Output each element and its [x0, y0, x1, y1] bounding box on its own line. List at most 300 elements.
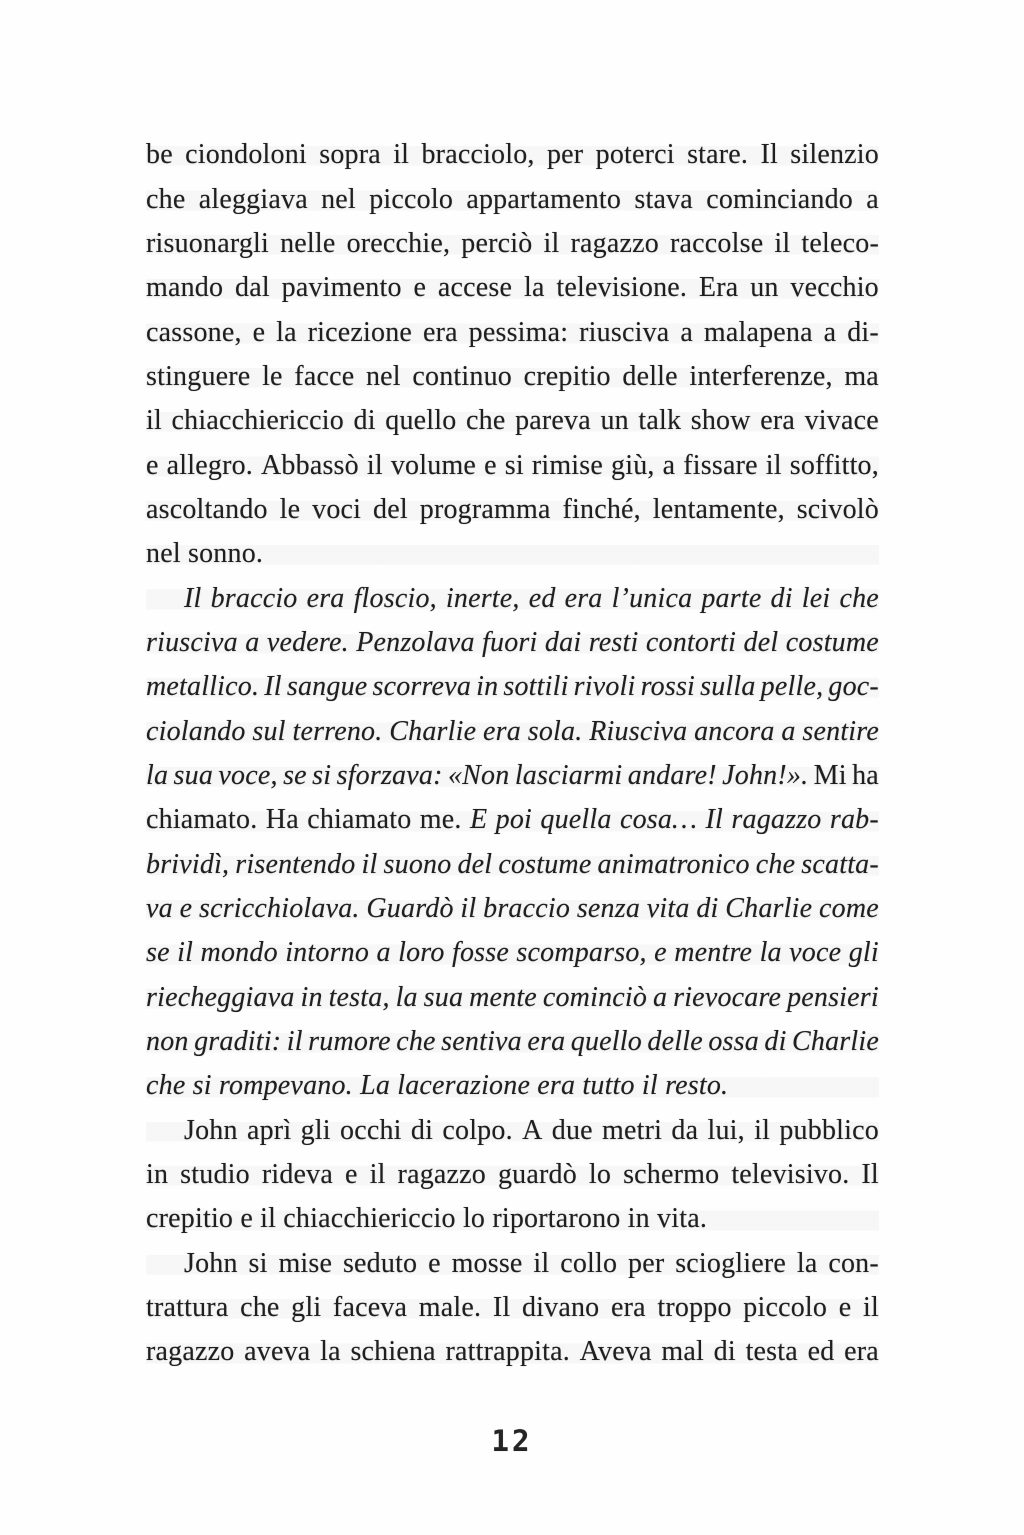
text-word: scomparso, — [516, 937, 647, 969]
text-word: la — [759, 937, 782, 969]
text-word: studio — [180, 1159, 250, 1191]
text-word: volume — [390, 449, 477, 481]
text-word: era — [564, 582, 603, 614]
text-word: interferenze, — [689, 360, 833, 392]
text-word: era — [760, 405, 796, 437]
text-word: divano — [521, 1292, 600, 1324]
text-word: fissare — [683, 449, 758, 481]
text-line — [146, 399, 879, 443]
text-word: il — [366, 449, 383, 481]
text-word: rivoli — [573, 671, 636, 703]
text-word: lo — [588, 1159, 612, 1191]
text-word: in — [146, 1159, 169, 1191]
text-word: ragazzo — [397, 1159, 486, 1191]
text-word: facce — [294, 360, 355, 392]
text-word: rattrappita. — [445, 1336, 570, 1368]
text-word: lentamente, — [652, 493, 785, 525]
text-word: metallico. — [146, 671, 260, 703]
text-word: un — [750, 272, 779, 304]
text-word: che — [396, 1026, 436, 1058]
text-word: ciolando — [146, 715, 246, 747]
text-word: a — [245, 626, 260, 658]
text-word: la — [146, 759, 169, 791]
text-word: Abbassò — [261, 449, 359, 481]
text-word: loro — [398, 937, 445, 969]
text-word: delle — [647, 1026, 703, 1058]
text-word: inerte, — [445, 582, 520, 614]
text-word: ascoltando — [146, 493, 268, 525]
text-word: se — [146, 937, 170, 969]
text-word: era — [483, 715, 521, 747]
text-word: Il — [184, 582, 202, 614]
text-word: collo — [560, 1247, 618, 1279]
text-word: a — [823, 316, 837, 348]
text-word: Aveva — [579, 1336, 652, 1368]
text-word: floscio, — [353, 582, 437, 614]
text-word: si — [312, 759, 332, 791]
text-word: sciogliere — [675, 1247, 787, 1279]
text-word: che — [755, 848, 796, 880]
text-word: Il — [861, 1159, 879, 1191]
text-line — [146, 798, 879, 842]
text-word: due — [551, 1114, 593, 1146]
text-word: quello — [570, 1026, 642, 1058]
text-line — [146, 621, 879, 665]
text-line — [146, 1153, 879, 1197]
text-word: accese — [437, 272, 513, 304]
text-word: Charlie — [725, 893, 813, 925]
text-word: il — [177, 937, 194, 969]
text-word: giù, — [611, 449, 655, 481]
text-word: ciondoloni — [185, 139, 307, 171]
text-line — [146, 1330, 879, 1374]
text-word: la — [523, 272, 545, 304]
text-word: mondo — [200, 937, 278, 969]
text-word: cassone, — [146, 316, 242, 348]
text-word: ragazzo — [146, 1336, 235, 1368]
text-word: il — [543, 227, 560, 259]
text-word: come — [819, 893, 879, 925]
text-word: la — [276, 316, 297, 348]
text-word: costume — [785, 626, 879, 658]
text-word: il — [533, 1247, 550, 1279]
text-word: rumore — [308, 1026, 391, 1058]
text-word: delle — [622, 360, 678, 392]
text-word: mosse — [451, 1247, 523, 1279]
text-word: crepitio — [523, 360, 611, 392]
text-word: risentendo — [235, 848, 356, 880]
text-word: e — [179, 893, 193, 925]
text-word: pubblico — [779, 1114, 879, 1146]
text-word: braccio — [210, 582, 298, 614]
text-word: per — [546, 139, 584, 171]
text-word: sforzava: — [336, 759, 443, 791]
text-word: la — [395, 981, 418, 1013]
text-line — [146, 266, 879, 310]
text-line — [146, 576, 879, 620]
text-word: per — [628, 1247, 665, 1279]
text-word: del — [373, 493, 408, 525]
text-word: ragazzo — [570, 227, 659, 259]
text-word: teleco- — [801, 227, 879, 259]
text-word: e — [252, 316, 266, 348]
text-word: la — [796, 1247, 818, 1279]
text-word: fuori — [482, 626, 538, 658]
text-word: pensieri — [787, 981, 879, 1013]
text-word: terreno. — [292, 715, 383, 747]
text-word: aveva — [244, 1336, 311, 1368]
text-word: perciò — [461, 227, 533, 259]
text-word: mando — [146, 272, 224, 304]
text-word: cosa… — [619, 804, 698, 836]
text-word: mente — [469, 981, 537, 1013]
text-word: goc- — [828, 671, 879, 703]
text-word: John!». — [722, 759, 809, 791]
text-word: trattura — [146, 1292, 229, 1324]
text-word: graditi: — [194, 1026, 282, 1058]
text-word: quella — [540, 804, 612, 836]
text-word: testa — [745, 1336, 798, 1368]
text-word: a — [376, 937, 391, 969]
text-word: sola. — [527, 715, 583, 747]
text-word: le — [262, 360, 283, 392]
text-word: gli — [291, 1292, 322, 1324]
text-word: «Non — [447, 759, 510, 791]
text-word: appartamento — [466, 183, 622, 215]
text-line — [146, 887, 879, 931]
text-word: rimise — [531, 449, 603, 481]
text-word: ed — [807, 1336, 835, 1368]
text-word: Charlie — [792, 1026, 879, 1058]
text-word: voci — [312, 493, 362, 525]
text-word: televisione. — [556, 272, 688, 304]
text-word: allegro. — [166, 449, 253, 481]
text-word: sopra — [319, 139, 381, 171]
text-word: sentire — [802, 715, 879, 747]
text-word: il — [754, 1114, 771, 1146]
text-word: da — [671, 1114, 699, 1146]
text-word: occhi — [340, 1114, 402, 1146]
text-word: era — [306, 582, 345, 614]
text-word: il — [146, 405, 162, 437]
text-word: il — [765, 449, 782, 481]
text-word: a — [662, 449, 676, 481]
text-word: dal — [235, 272, 270, 304]
text-word: sua — [423, 981, 464, 1013]
text-word: si — [504, 449, 524, 481]
text-line — [146, 177, 879, 221]
text-line — [146, 1064, 879, 1108]
text-word: lasciarmi — [514, 759, 623, 791]
text-word: fosse — [451, 937, 509, 969]
text-word: e — [413, 272, 427, 304]
text-word: rievocare — [673, 981, 782, 1013]
text-word: Era — [698, 272, 739, 304]
text-word: stare. — [687, 139, 749, 171]
text-word: rideva — [261, 1159, 333, 1191]
text-word: schiena — [350, 1336, 436, 1368]
text-word: vita — [646, 893, 690, 925]
text-word: scorreva — [372, 671, 472, 703]
text-word: l’unica — [611, 582, 693, 614]
text-word: Charlie — [389, 715, 477, 747]
text-word: quello — [385, 405, 457, 437]
text-word: rossi — [640, 671, 696, 703]
text-word: sentiva — [441, 1026, 522, 1058]
text-word: faceva — [332, 1292, 408, 1324]
text-word: a — [653, 981, 668, 1013]
text-word: resti — [588, 626, 639, 658]
text-word: sangue — [286, 671, 368, 703]
text-word: lui, — [707, 1114, 745, 1146]
text-word: soffitto, — [789, 449, 879, 481]
text-word: di — [353, 405, 376, 437]
text-word: gli — [848, 937, 879, 969]
text-line — [146, 1109, 879, 1153]
text-line — [146, 1197, 879, 1241]
text-word: testa, — [328, 981, 390, 1013]
text-word: Il — [264, 671, 282, 703]
text-word: piccolo — [743, 1292, 828, 1324]
text-word: parte — [701, 582, 762, 614]
text-word: di — [713, 1336, 736, 1368]
text-word: metri — [602, 1114, 663, 1146]
text-word: scivolò — [796, 493, 879, 525]
text-word: me. — [419, 804, 462, 836]
text-word: pelle, — [760, 671, 824, 703]
text-word: riusciva — [579, 316, 670, 348]
text-word: stava — [634, 183, 693, 215]
text-word: seduto — [342, 1247, 418, 1279]
text-word: bracciolo, — [421, 139, 535, 171]
text-word: gli — [300, 1114, 331, 1146]
text-word: mal — [661, 1336, 704, 1368]
text-word: il — [369, 1159, 386, 1191]
text-word: mise — [278, 1247, 333, 1279]
text-word: le — [279, 493, 301, 525]
text-word: voce, — [218, 759, 278, 791]
text-word: continuo — [412, 360, 512, 392]
text-word: Guardò — [366, 893, 454, 925]
text-word: il — [862, 1292, 879, 1324]
text-word: vecchio — [790, 272, 879, 304]
text-word: cominciò — [542, 981, 648, 1013]
text-word: se — [283, 759, 307, 791]
text-word: Mi — [813, 759, 847, 791]
text-word: il — [286, 1026, 303, 1058]
text-word: intorno — [285, 937, 370, 969]
text-word: il — [393, 139, 410, 171]
text-word: il — [460, 893, 477, 925]
text-line — [146, 133, 879, 177]
text-word: vedere. — [266, 626, 349, 658]
text-line — [146, 310, 879, 354]
text-word: un — [600, 405, 629, 437]
text-line — [146, 665, 879, 709]
text-word: cominciando — [706, 183, 854, 215]
text-word: che — [839, 582, 879, 614]
text-word: silenzio — [790, 139, 879, 171]
text-word: voce — [789, 937, 842, 969]
text-word: era — [610, 1292, 646, 1324]
text-word: in — [476, 671, 499, 703]
text-word: stinguere — [146, 360, 251, 392]
text-word: pavimento — [281, 272, 402, 304]
text-word: del — [457, 848, 493, 880]
text-word: vivace — [804, 405, 879, 437]
text-word: di — [764, 1026, 787, 1058]
text-word: ed — [528, 582, 556, 614]
text-word: e — [484, 449, 497, 481]
text-word: John — [184, 1114, 238, 1146]
text-word: finché, — [562, 493, 641, 525]
text-word: non — [146, 1026, 189, 1058]
text-word: andare! — [627, 759, 717, 791]
text-word: chiamato. — [146, 804, 258, 836]
text-word: Il — [760, 139, 778, 171]
text-word: talk — [638, 405, 682, 437]
text-word: brividì, — [146, 848, 230, 880]
text-word: aleggiava — [198, 183, 308, 215]
text-line — [146, 1286, 879, 1330]
text-word: poterci — [595, 139, 675, 171]
text-line — [146, 754, 879, 798]
text-word: risuonargli — [146, 227, 270, 259]
text-word: con- — [828, 1247, 879, 1279]
text-segment: nel sonno. — [146, 538, 264, 570]
text-word: e — [654, 937, 667, 969]
text-word: orecchie, — [346, 227, 451, 259]
text-line — [146, 443, 879, 487]
text-word: del — [743, 626, 779, 658]
text-word: sottili — [503, 671, 569, 703]
text-word: costume — [498, 848, 592, 880]
text-word: ma — [844, 360, 879, 392]
text-word: raccolse — [670, 227, 764, 259]
page-number: 12 — [491, 1424, 533, 1458]
text-word: che — [240, 1292, 280, 1324]
text-line — [146, 709, 879, 753]
text-word: show — [690, 405, 751, 437]
text-word: nel — [365, 360, 401, 392]
text-word: animatronico — [597, 848, 750, 880]
text-word: sul — [252, 715, 286, 747]
text-line — [146, 532, 879, 576]
text-word: che — [146, 183, 186, 215]
text-word: colpo. — [442, 1114, 513, 1146]
text-word: Il — [705, 804, 724, 836]
text-word: A — [522, 1114, 543, 1146]
text-line — [146, 488, 879, 532]
text-word: ricezione — [307, 316, 413, 348]
text-word: pessima: — [468, 316, 569, 348]
text-word: scricchiolava. — [198, 893, 360, 925]
text-word: E — [469, 804, 488, 836]
text-word: a — [781, 715, 796, 747]
text-line — [146, 355, 879, 399]
text-word: sua — [173, 759, 214, 791]
text-word: nel — [321, 183, 356, 215]
text-word: nelle — [280, 227, 336, 259]
text-word: Riusciva — [589, 715, 688, 747]
text-word: senza — [576, 893, 641, 925]
text-word: televisivo. — [731, 1159, 850, 1191]
text-word: braccio — [483, 893, 571, 925]
text-word: suono — [383, 848, 452, 880]
text-word: rab- — [829, 804, 879, 836]
text-word: mentre — [674, 937, 753, 969]
text-word: Ha — [265, 804, 299, 836]
text-word: aprì — [246, 1114, 292, 1146]
text-line — [146, 1242, 879, 1286]
text-word: ragazzo — [731, 804, 822, 836]
text-word: chiacchiericcio — [171, 405, 344, 437]
text-word: ossa — [708, 1026, 759, 1058]
text-word: la — [320, 1336, 341, 1368]
text-word: era — [844, 1336, 879, 1368]
text-word: chiamato — [307, 804, 412, 836]
text-word: era — [422, 316, 458, 348]
text-word: poi — [495, 804, 533, 836]
text-word: che — [466, 405, 506, 437]
text-line — [146, 976, 879, 1020]
text-word: di — [410, 1114, 434, 1146]
text-word: di- — [847, 316, 879, 348]
text-word: lei — [801, 582, 831, 614]
text-word: a — [866, 183, 879, 215]
text-word: ancora — [694, 715, 775, 747]
text-line — [146, 222, 879, 266]
text-word: il — [774, 227, 791, 259]
text-word: di — [770, 582, 793, 614]
text-word: dai — [544, 626, 582, 658]
text-line — [146, 843, 879, 887]
text-word: e — [838, 1292, 852, 1324]
text-segment: crepitio e il chiacchiericcio lo riportarono in vita. — [146, 1203, 708, 1235]
text-word: riusciva — [146, 626, 238, 658]
text-word: troppo — [657, 1292, 732, 1324]
text-word: sulla — [700, 671, 756, 703]
text-word: il — [361, 848, 378, 880]
text-word: si — [248, 1247, 268, 1279]
text-word: a — [680, 316, 693, 348]
text-word: ha — [852, 759, 879, 791]
text-line — [146, 1020, 879, 1064]
text-block — [146, 133, 879, 1375]
text-word: va — [146, 893, 173, 925]
text-word: be — [146, 139, 173, 171]
text-word: riecheggiava — [146, 981, 295, 1013]
text-word: contorti — [645, 626, 737, 658]
text-word: Penzolava — [356, 626, 475, 658]
text-word: malapena — [703, 316, 813, 348]
text-word: male. — [418, 1292, 482, 1324]
text-word: John — [184, 1247, 238, 1279]
text-line — [146, 931, 879, 975]
text-word: di — [696, 893, 719, 925]
text-word: e — [146, 449, 159, 481]
text-word: schermo — [623, 1159, 720, 1191]
text-word: Il — [492, 1292, 511, 1324]
text-word: scatta- — [801, 848, 879, 880]
text-segment: che si rompevano. La lacerazione era tutto il resto. — [146, 1070, 729, 1102]
text-word: era — [527, 1026, 566, 1058]
text-word: piccolo — [369, 183, 454, 215]
text-word: e — [344, 1159, 358, 1191]
text-word: guardò — [497, 1159, 577, 1191]
text-word: e — [428, 1247, 441, 1279]
text-word: programma — [419, 493, 551, 525]
